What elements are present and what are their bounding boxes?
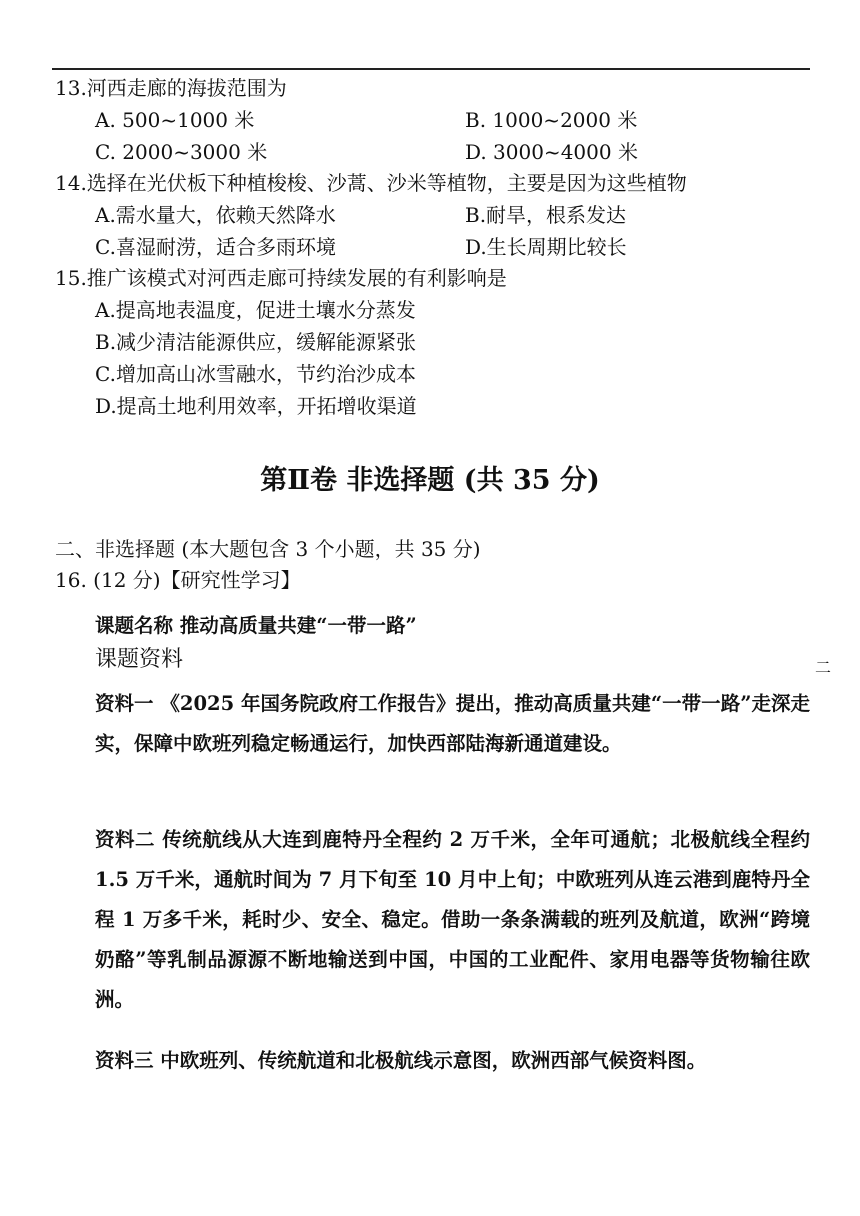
material-one: 资料一 《2025 年国务院政府工作报告》提出，推动高质量共建“一带一路”走深走实，保障中欧班列稳定畅通运行，加快西部陆海新通道建设。 — [95, 692, 810, 755]
question-14-option-b: B.耐旱，根系发达 — [465, 203, 627, 227]
question-13-option-d: D. 3000~4000 米 — [465, 140, 638, 164]
section-title: 第Ⅱ卷 非选择题 (共 35 分) — [260, 465, 600, 496]
material-two: 资料二 传统航线从大连到鹿特丹全程约 2 万千米，全年可通航；北极航线全程约 1.5 万千米，通航时间为 7 月下旬至 10 月中上旬；中欧班列从连云港到鹿特丹全程 1 万多千米，耗时少、安全、稳定。借助一条条满载的班列及航道，欧洲“跨境奶酪”等乳制品源源不断地输送到中国，中国的工业配件、家用电器等货物输往欧洲。 — [95, 828, 810, 1011]
question-14-option-c: C.喜湿耐涝，适合多雨环境 — [95, 235, 336, 259]
question-14-option-d: D.生长周期比较长 — [465, 235, 627, 259]
question-13-stem: 13.河西走廊的海拔范围为 — [55, 76, 287, 100]
question-14-option-a: A.需水量大，依赖天然降水 — [95, 203, 336, 227]
top-rule — [52, 68, 810, 70]
margin-mark: 二 — [815, 658, 832, 677]
question-13-option-c: C. 2000~3000 米 — [95, 140, 268, 164]
question-15-stem: 15.推广该模式对河西走廊可持续发展的有利影响是 — [55, 266, 507, 290]
question-15-option-b: B.减少清洁能源供应，缓解能源紧张 — [95, 330, 417, 354]
question-15-option-d: D.提高土地利用效率，开拓增收渠道 — [95, 394, 417, 418]
question-13-option-b: B. 1000~2000 米 — [465, 108, 638, 132]
topic-name: 课题名称 推动高质量共建“一带一路” — [95, 614, 417, 637]
question-14-stem: 14.选择在光伏板下种植梭梭、沙蒿、沙米等植物，主要是因为这些植物 — [55, 171, 687, 195]
topic-materials-heading: 课题资料 — [95, 647, 184, 672]
material-three: 资料三 中欧班列、传统航道和北极航线示意图，欧洲西部气候资料图。 — [95, 1049, 707, 1072]
question-15-option-a: A.提高地表温度，促进土壤水分蒸发 — [95, 298, 416, 322]
part-heading: 二、非选择题 (本大题包含 3 个小题，共 35 分) — [55, 537, 481, 561]
question-16-heading: 16. (12 分)【研究性学习】 — [55, 568, 301, 592]
question-13-option-a: A. 500~1000 米 — [95, 108, 255, 132]
question-15-option-c: C.增加高山冰雪融水，节约治沙成本 — [95, 362, 416, 386]
